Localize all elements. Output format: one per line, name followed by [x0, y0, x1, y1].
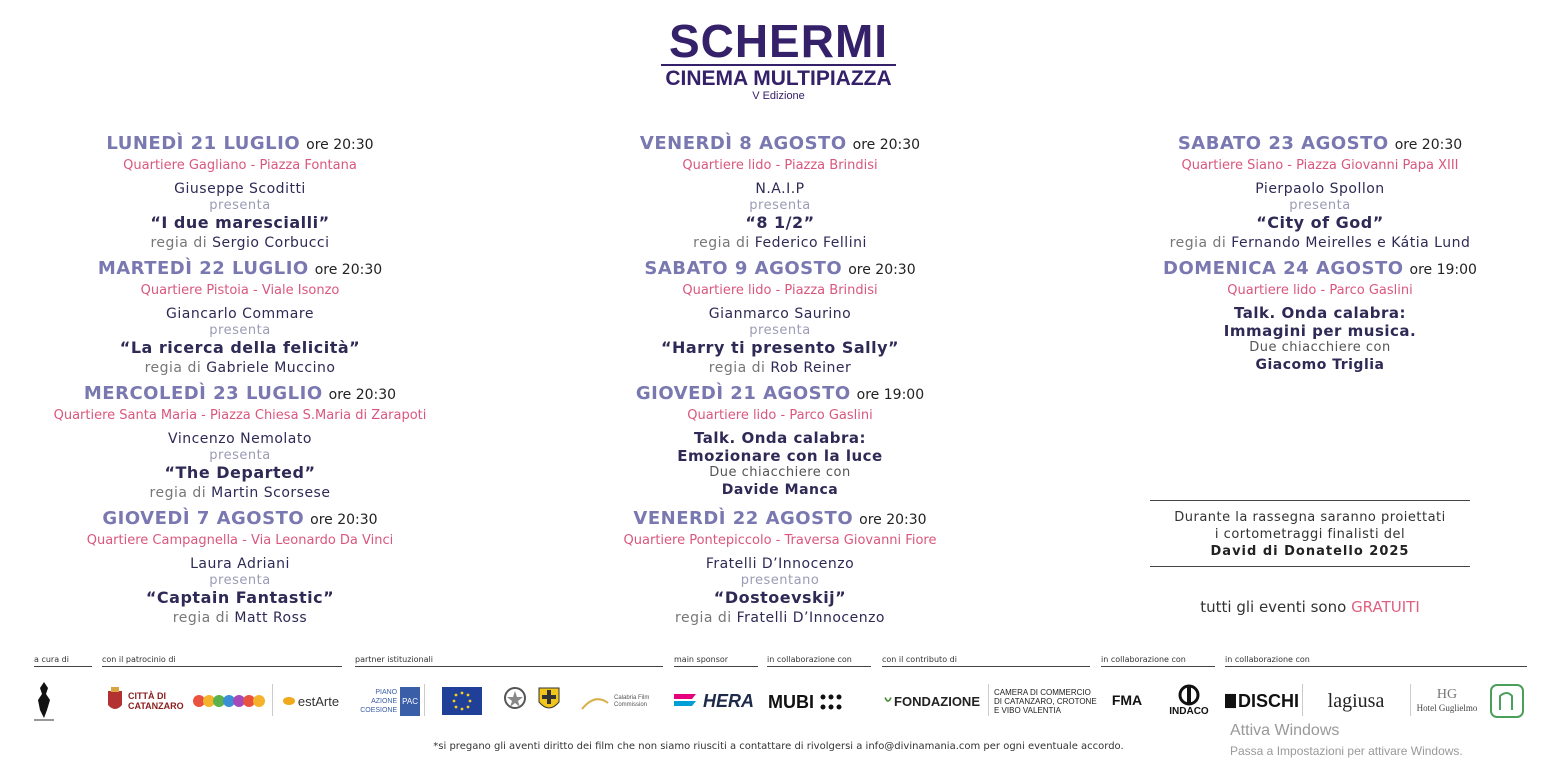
poster-title: SCHERMI: [668, 15, 889, 67]
event-date: VENERDÌ 8 AGOSTO: [639, 133, 847, 154]
event-director: Rob Reiner: [770, 360, 852, 376]
event-director: Fratelli D’Innocenzo: [736, 610, 885, 626]
lagiusa-logo: [1306, 688, 1406, 714]
event-time: ore 20:30: [310, 512, 378, 528]
footer-label: in collaborazione con: [1101, 655, 1215, 667]
events-column-2: [580, 132, 980, 632]
event-date: GIOVEDÌ 21 AGOSTO: [635, 383, 851, 404]
event-place: Quartiere Pontepiccolo - Traversa Giovanni Fiore: [623, 533, 937, 548]
footer-label: con il patrocinio di: [102, 655, 342, 667]
event-presenter: Giuseppe Scoditti: [174, 181, 306, 197]
event-place: Quartiere Siano - Piazza Giovanni Papa XIII: [1181, 158, 1459, 173]
logo-divider: [988, 684, 989, 716]
note-line-3: David di Donatello 2025: [1210, 544, 1410, 559]
citta-catanzaro-logo: [104, 684, 188, 718]
accessibility-logo: [1488, 682, 1526, 720]
disclaimer-text: *si pregano gli aventi diritto dei film che non siamo riusciti a contattare di rivolgersi a info@divinamania.com per ogni eventuale accordo.: [433, 741, 1124, 752]
watermark-title: Attiva Windows: [1230, 722, 1340, 739]
poster-header: [0, 16, 1557, 103]
talk-guest: Giacomo Triglia: [1255, 357, 1385, 373]
indaco-logo: [1162, 680, 1216, 720]
event-presenter: Giancarlo Commare: [166, 306, 314, 322]
event-time: ore 20:30: [306, 137, 374, 153]
fondazione-carical-logo: [884, 686, 980, 716]
event-time: ore 20:30: [328, 387, 397, 403]
david-donatello-note: [1150, 500, 1470, 567]
pac-logo: [352, 684, 420, 718]
director-label: regia di: [172, 610, 230, 626]
director-label: regia di: [675, 610, 732, 626]
footer-label: in collaborazione con: [767, 655, 871, 667]
event-presenter: Fratelli D’Innocenzo: [705, 556, 855, 572]
event-film: “The Departed”: [164, 463, 316, 482]
talk-title-line1: Talk. Onda calabra:: [693, 429, 866, 447]
event-film: “Dostoevskij”: [713, 588, 847, 607]
event-time: ore 19:00: [1409, 262, 1477, 278]
estarte-logo: [276, 690, 346, 712]
event-film: “La ricerca della felicità”: [119, 338, 361, 357]
event-time: ore 20:30: [1394, 137, 1463, 153]
mubi-text: MUBI: [768, 691, 814, 712]
event-item-talk: [580, 382, 980, 507]
event-item: [40, 132, 440, 257]
divinamania-logo: [32, 680, 56, 722]
logo-divider: [272, 684, 273, 716]
director-label: regia di: [1169, 235, 1227, 251]
logo-divider: [424, 684, 425, 716]
event-verb: presenta: [209, 198, 271, 213]
event-place: Quartiere lido - Piazza Brindisi: [682, 158, 878, 173]
event-presenter: Pierpaolo Spollon: [1255, 181, 1385, 197]
talk-title-line2: Immagini per musica.: [1223, 322, 1417, 340]
director-label: regia di: [708, 360, 766, 376]
event-date: VENERDÌ 22 AGOSTO: [633, 508, 854, 529]
event-time: ore 20:30: [848, 262, 916, 278]
guglielmo-text: Hotel Guglielmo: [1416, 703, 1478, 713]
event-presenter: Laura Adriani: [190, 556, 290, 572]
event-verb: presentano: [740, 573, 820, 588]
fma-text: FMA: [1111, 692, 1143, 708]
event-verb: presenta: [749, 323, 811, 338]
footer-label: a cura di: [34, 655, 92, 667]
event-verb: presenta: [209, 573, 271, 588]
watermark-text: Passa a Impostazioni per attivare Windows.: [1230, 744, 1463, 758]
event-time: ore 20:30: [852, 137, 921, 153]
italian-republic-emblem: [500, 682, 530, 718]
hera-logo: [674, 686, 754, 716]
event-director: Martin Scorsese: [211, 485, 331, 501]
event-item: [1120, 132, 1520, 257]
event-place: Quartiere Pistoia - Viale Isonzo: [140, 283, 340, 298]
event-verb: presenta: [1289, 198, 1351, 213]
pac-badge: PAC: [400, 687, 420, 716]
event-film: “Captain Fantastic”: [145, 588, 335, 607]
event-item: [40, 257, 440, 382]
director-label: regia di: [149, 485, 207, 501]
hg-monogram-icon: HG: [1436, 687, 1458, 702]
event-date: MARTEDÌ 22 LUGLIO: [97, 258, 309, 279]
event-place: Quartiere lido - Parco Gaslini: [687, 408, 873, 423]
catanzaro-text: CITTÀ DI CATANZARO: [128, 691, 184, 711]
lagiusa-text: lagiusa: [1327, 689, 1385, 712]
estarte-text: estArte: [297, 693, 340, 709]
regione-calabria-emblem: [534, 682, 564, 718]
event-place: Quartiere lido - Piazza Brindisi: [682, 283, 878, 298]
logo-divider: [1302, 684, 1303, 716]
event-item: [40, 382, 440, 507]
event-director: Gabriele Muccino: [206, 360, 336, 376]
event-director: Federico Fellini: [754, 235, 867, 251]
director-label: regia di: [693, 235, 750, 251]
event-verb: presenta: [209, 448, 271, 463]
dischi-logo: [1225, 688, 1299, 714]
indaco-text: INDACO: [1169, 705, 1209, 717]
event-place: Quartiere Santa Maria - Piazza Chiesa S.Maria di Zarapoti: [53, 408, 427, 423]
note-line-1: Durante la rassegna saranno proiettati: [1174, 510, 1446, 525]
catanzaro-colorful-logo: [193, 688, 269, 714]
free-text: tutti gli eventi sono: [1200, 598, 1347, 616]
event-verb: presenta: [749, 198, 811, 213]
event-film: “Harry ti presento Sally”: [660, 338, 900, 357]
event-film: “8 1/2”: [745, 213, 815, 232]
event-director: Matt Ross: [234, 610, 308, 626]
event-presenter: Gianmarco Saurino: [708, 306, 852, 322]
free-events-banner: [1150, 598, 1470, 616]
event-time: ore 19:00: [856, 387, 925, 403]
pac-text: PIANO AZIONE COESIONE: [360, 688, 398, 714]
event-place: Quartiere Gagliano - Piazza Fontana: [123, 158, 357, 173]
camera-commercio-logo: [994, 684, 1098, 718]
event-item: [580, 507, 980, 632]
note-line-2: i cortometraggi finalisti del: [1214, 527, 1406, 542]
events-column-1: [40, 132, 440, 632]
dischi-text: DISCHI: [1237, 690, 1299, 711]
hotel-guglielmo-logo: [1414, 682, 1480, 718]
footer-label: con il contributo di: [882, 655, 1090, 667]
event-date: GIOVEDÌ 7 AGOSTO: [102, 508, 305, 529]
event-film: “City of God”: [1256, 213, 1384, 232]
talk-guest: Davide Manca: [721, 482, 839, 498]
eu-flag-logo: [428, 684, 496, 718]
fondazione-text: FONDAZIONE: [894, 693, 980, 709]
event-presenter: N.A.I.P: [755, 181, 805, 197]
event-film: “I due marescialli”: [150, 213, 330, 232]
event-date: SABATO 23 AGOSTO: [1177, 133, 1389, 154]
event-place: Quartiere lido - Parco Gaslini: [1227, 283, 1413, 298]
event-presenter: Vincenzo Nemolato: [168, 431, 312, 447]
event-director: Fernando Meirelles e Kátia Lund: [1231, 235, 1471, 251]
event-verb: presenta: [209, 323, 271, 338]
hera-text: HERA: [702, 690, 754, 711]
calabria-film-text: Calabria Film Commission: [614, 695, 650, 708]
sponsor-logos: [0, 678, 1557, 726]
events-column-3: [1120, 132, 1520, 382]
camera-text: CAMERA DI COMMERCIO DI CATANZARO, CROTONE E VIBO VALENTIA: [994, 687, 1097, 715]
mubi-logo: [764, 688, 846, 716]
event-time: ore 20:30: [314, 262, 383, 278]
event-date: SABATO 9 AGOSTO: [644, 258, 843, 279]
talk-title-line2: Emozionare con la luce: [677, 447, 883, 465]
windows-activation-watermark: [1230, 722, 1463, 758]
calabria-film-commission-logo: [572, 688, 662, 716]
free-highlight: GRATUITI: [1351, 598, 1420, 616]
event-date: DOMENICA 24 AGOSTO: [1163, 258, 1404, 279]
event-date: MERCOLEDÌ 23 LUGLIO: [83, 383, 323, 404]
event-time: ore 20:30: [859, 512, 927, 528]
footer-label: main sponsor: [674, 655, 758, 667]
fma-logo: [1100, 682, 1154, 718]
event-place: Quartiere Campagnella - Via Leonardo Da Vinci: [86, 533, 394, 548]
logo-divider: [1410, 684, 1411, 716]
talk-subtitle: Due chiacchiere con: [1249, 340, 1391, 355]
event-item: [580, 132, 980, 257]
event-date: LUNEDÌ 21 LUGLIO: [106, 133, 301, 154]
talk-title-line1: Talk. Onda calabra:: [1233, 304, 1406, 322]
director-label: regia di: [144, 360, 202, 376]
footer-labels: [0, 655, 1557, 669]
director-label: regia di: [150, 235, 208, 251]
poster-subtitle: CINEMA MULTIPIAZZA: [661, 64, 895, 90]
event-item: [40, 507, 440, 632]
event-item: [580, 257, 980, 382]
talk-subtitle: Due chiacchiere con: [709, 465, 851, 480]
edition-label: V Edizione: [752, 90, 805, 102]
event-item-talk: [1120, 257, 1520, 382]
footer-label: partner istituzionali: [355, 655, 663, 667]
event-director: Sergio Corbucci: [212, 235, 330, 251]
footer-label: in collaborazione con: [1225, 655, 1527, 667]
